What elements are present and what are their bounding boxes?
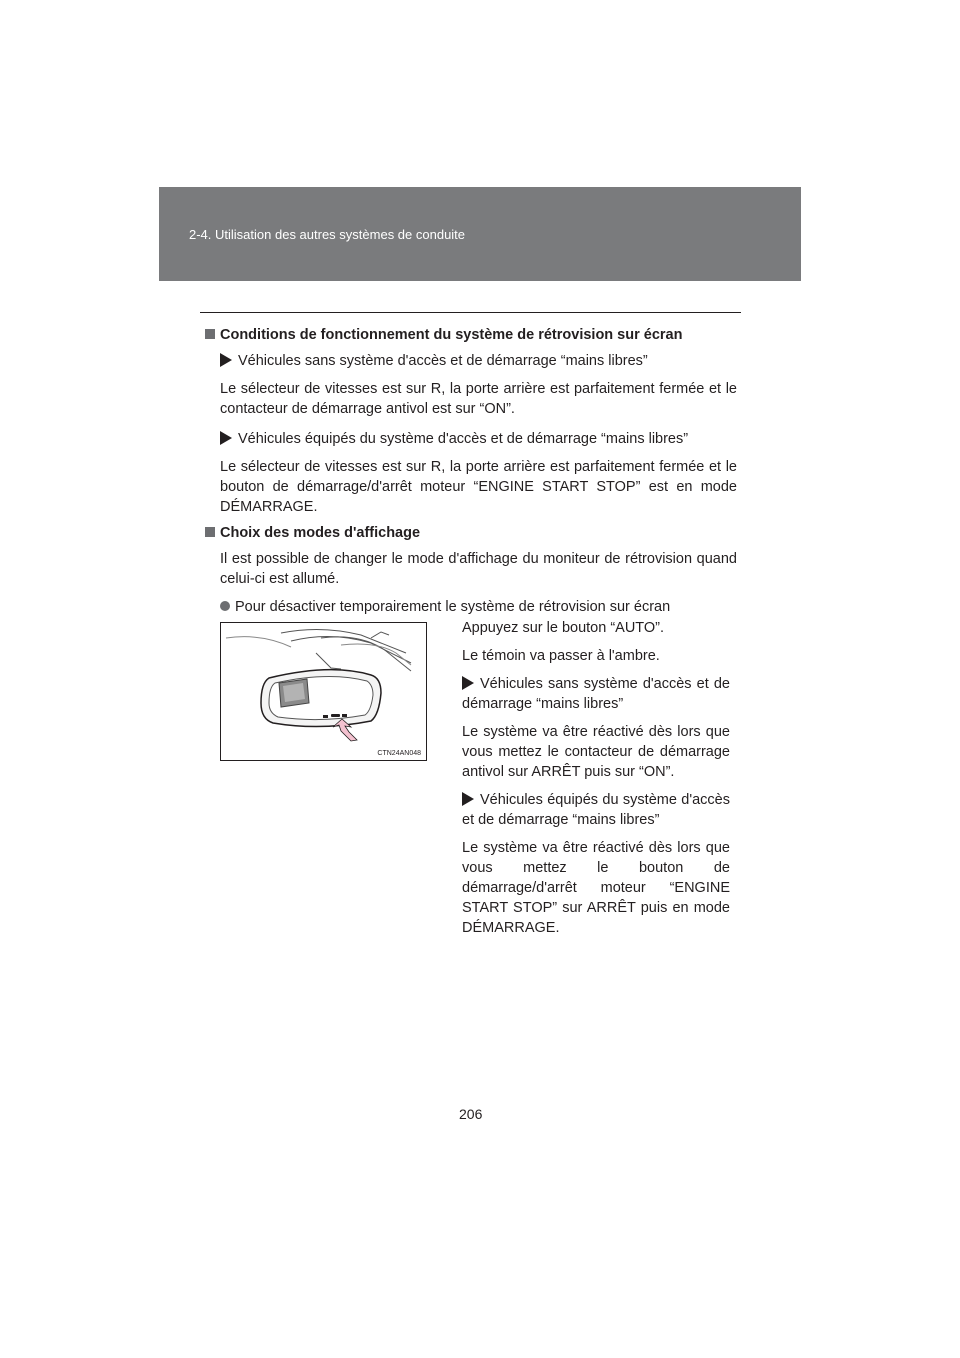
right-variant-label-2-text: Véhicules équipés du système d'accès et de démarrage “mains libres” — [462, 792, 730, 828]
variant-text-2: Le sélecteur de vitesses est sur R, la porte arrière est parfaitement fermée et le bouton de démarrage/d'arrêt moteur “ENGINE START STOP” est en mode DÉMARRAGE. — [220, 459, 737, 515]
figure-code: CTN24AN048 — [377, 750, 421, 757]
right-variant-label-1-text: Véhicules sans système d'accès et de démarrage “mains libres” — [462, 676, 730, 712]
variant-label-1-text: Véhicules sans système d'accès et de démarrage “mains libres” — [238, 353, 648, 369]
square-bullet-icon — [205, 329, 215, 339]
step-press-auto: Appuyez sur le bouton “AUTO”. — [462, 620, 665, 636]
rearview-mirror-drawing — [221, 623, 426, 760]
bullet-disable-temporarily — [220, 597, 737, 617]
heading-display-modes-text: Choix des modes d'affichage — [220, 525, 421, 541]
round-bullet-icon — [220, 601, 230, 611]
section-title: 2-4. Utilisation des autres systèmes de conduite — [189, 227, 466, 242]
variant-label-2 — [220, 429, 737, 449]
right-variant-text-1: Le système va être réactivé dès lors que vous mettez le contacteur de démarrage antivol sur ARRÊT puis sur “ON”. — [462, 724, 730, 780]
main-content — [205, 325, 737, 617]
display-modes-intro: Il est possible de changer le mode d'affichage du moniteur de rétrovision quand celui-ci est allumé. — [220, 551, 737, 587]
right-variant-label-2 — [462, 790, 730, 830]
heading-display-modes — [205, 523, 737, 543]
triangle-marker-icon — [220, 353, 232, 367]
divider-rule — [200, 312, 741, 313]
variant-label-1 — [220, 351, 737, 371]
page-number: 206 — [459, 1106, 483, 1122]
mirror-illustration — [220, 622, 427, 761]
square-bullet-icon — [205, 527, 215, 537]
section-header-band — [159, 187, 801, 281]
right-variant-text-2: Le système va être réactivé dès lors que vous mettez le bouton de démarrage/d'arrêt moteur “ENGINE START STOP” sur ARRÊT puis en mode DÉMARRAGE. — [462, 840, 730, 936]
variant-label-2-text: Véhicules équipés du système d'accès et de démarrage “mains libres” — [238, 431, 689, 447]
heading-conditions-text: Conditions de fonctionnement du système de rétrovision sur écran — [220, 327, 683, 343]
right-variant-label-1 — [462, 674, 730, 714]
variant-text-1: Le sélecteur de vitesses est sur R, la porte arrière est parfaitement fermée et le contacteur de démarrage antivol est sur “ON”. — [220, 381, 737, 417]
triangle-marker-icon — [220, 431, 232, 445]
bullet-disable-temporarily-text: Pour désactiver temporairement le système de rétrovision sur écran — [235, 599, 671, 615]
step-indicator-amber: Le témoin va passer à l'ambre. — [462, 648, 660, 664]
heading-conditions — [205, 325, 737, 345]
triangle-marker-icon — [462, 792, 474, 806]
right-column-text — [462, 618, 730, 938]
triangle-marker-icon — [462, 676, 474, 690]
